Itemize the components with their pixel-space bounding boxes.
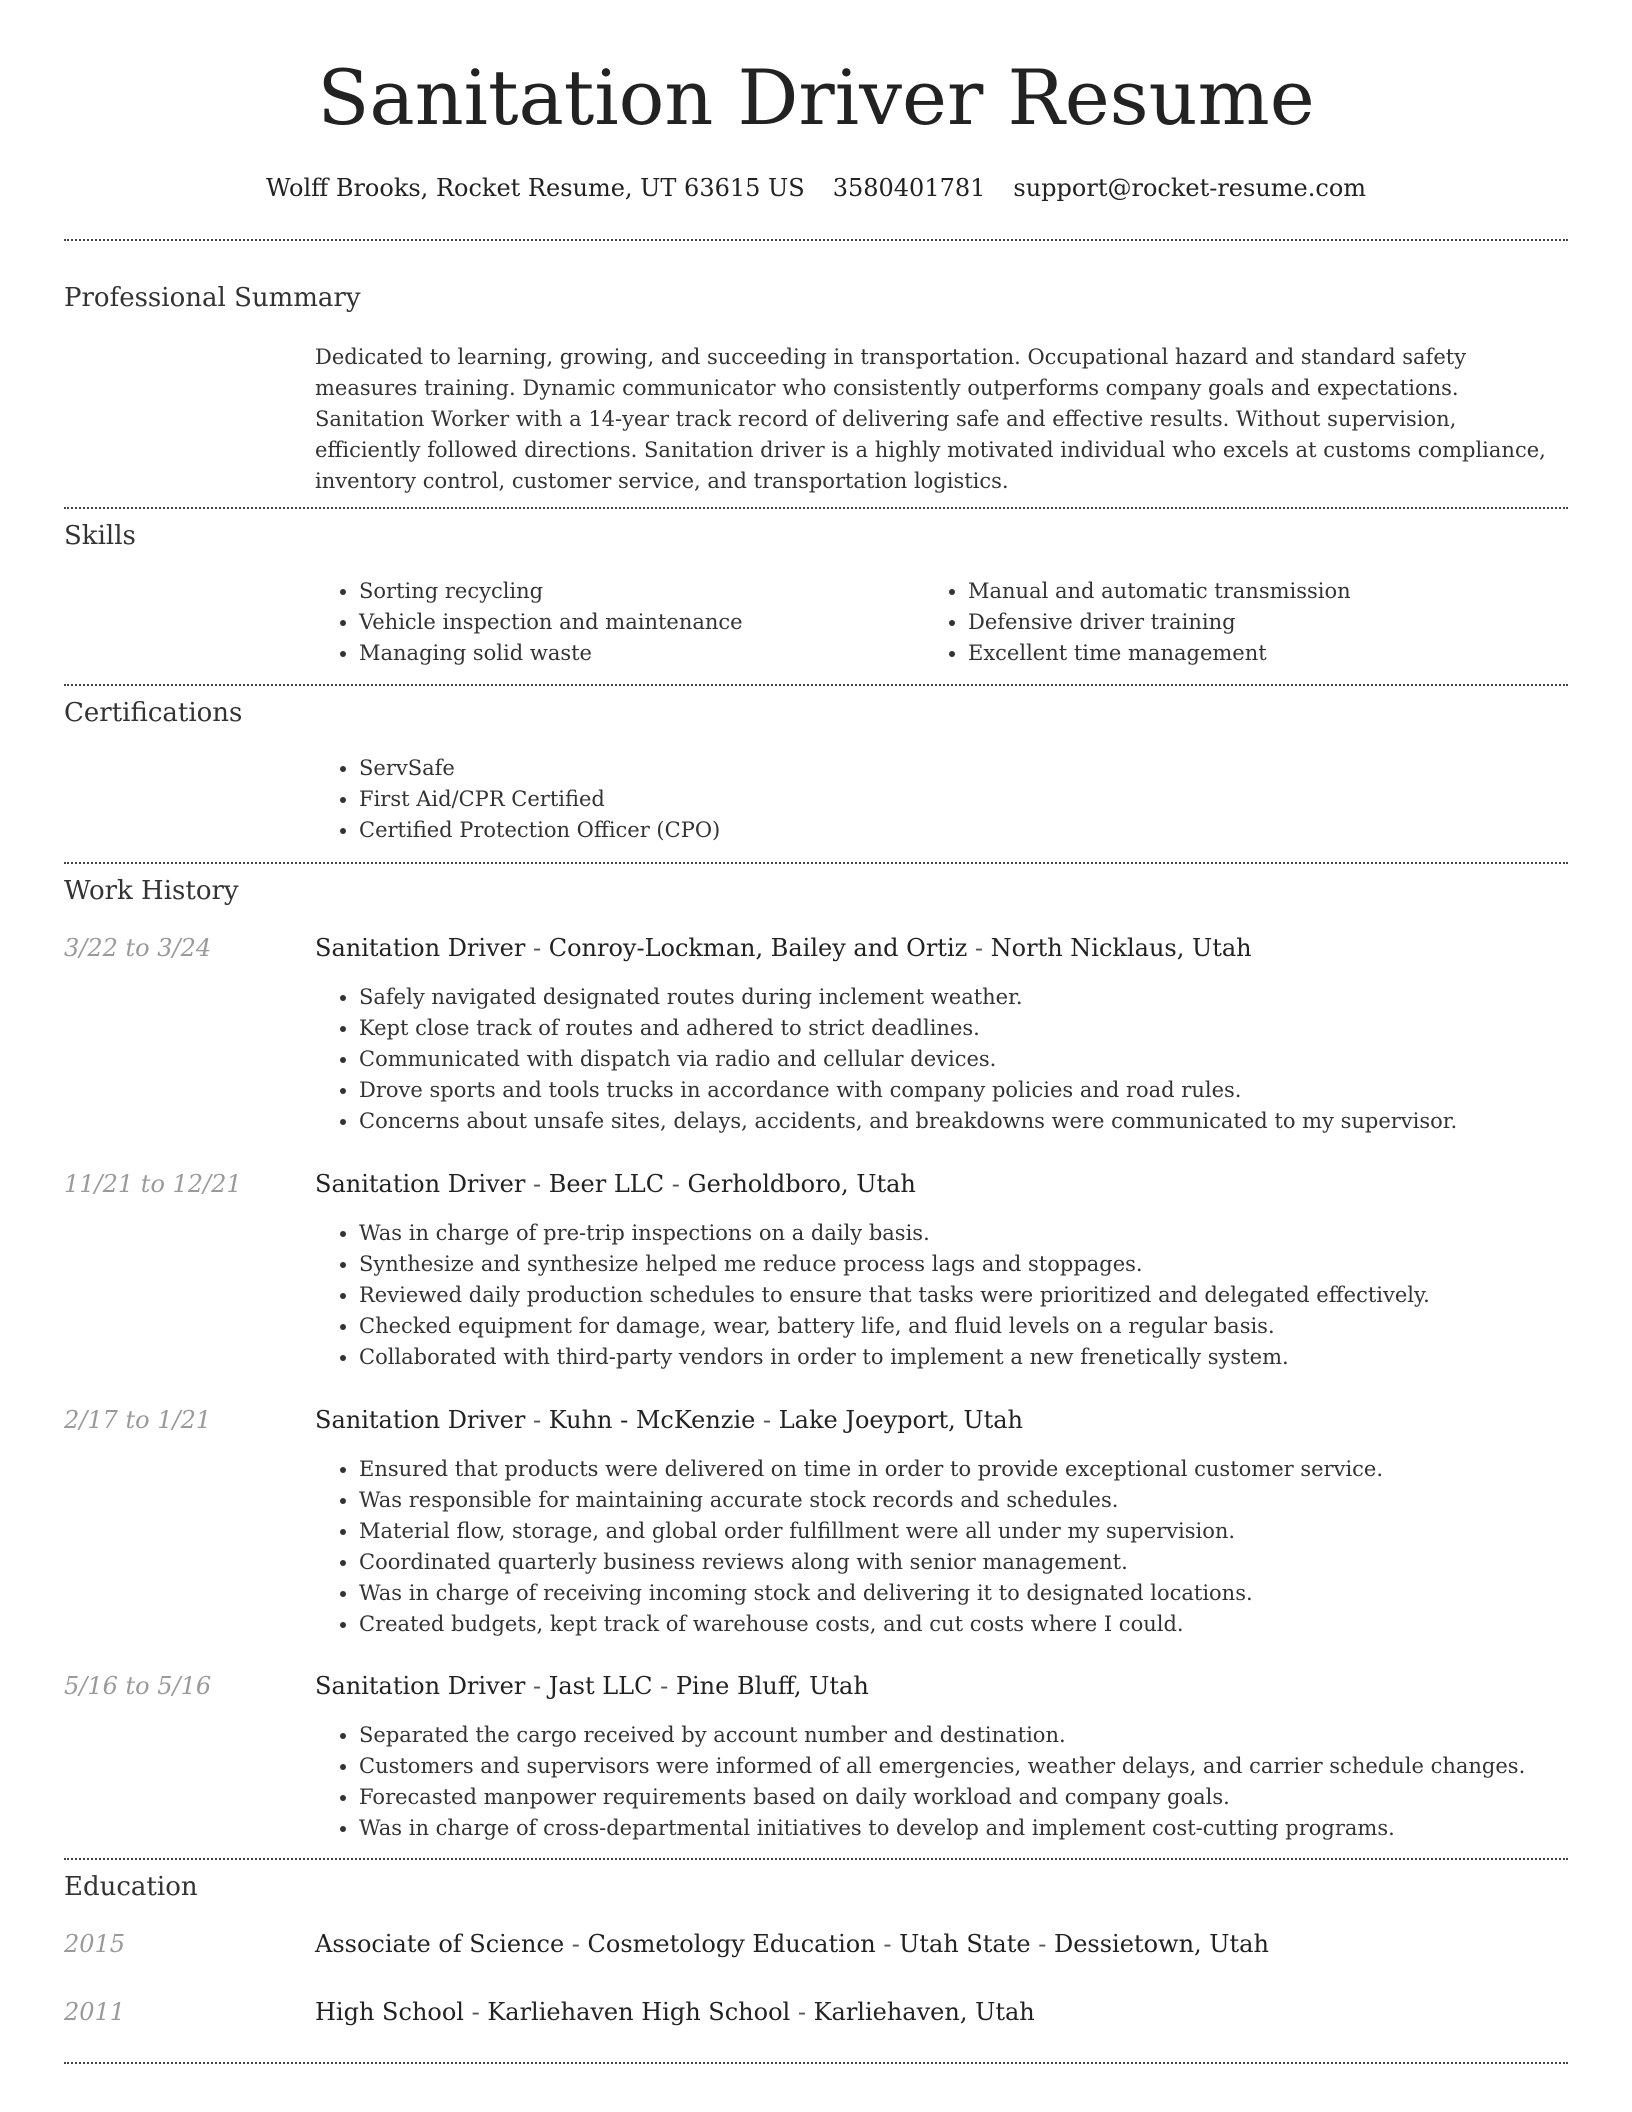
education-field: Cosmetology Education: [587, 1930, 876, 1958]
separator: -: [463, 1998, 488, 2026]
job-bullet: • Customers and supervisors were informed of all emergencies, weather delays, and carrier schedule changes.: [359, 1751, 1609, 1782]
job-company: Kuhn - McKenzie: [548, 1406, 756, 1434]
job-heading: [315, 1402, 1023, 1438]
section-heading-certifications: Certifications: [64, 698, 243, 728]
separator: -: [967, 934, 991, 962]
education-location: Karliehaven, Utah: [813, 1998, 1035, 2026]
job-location: North Nicklaus, Utah: [990, 934, 1252, 962]
certification-item: • ServSafe: [359, 753, 1559, 784]
job-bullet: • Checked equipment for damage, wear, battery life, and fluid levels on a regular basis.: [359, 1311, 1609, 1342]
skills-list-right: [924, 576, 1568, 669]
job-company: Jast LLC: [548, 1672, 653, 1700]
divider: [64, 684, 1568, 686]
job-heading: [315, 930, 1252, 966]
job-dates: 3/22 to 3/24: [64, 934, 212, 962]
contact-address: Wolff Brooks, Rocket Resume, UT 63615 US: [265, 174, 805, 202]
job-bullet: • Synthesize and synthesize helped me reduce process lags and stoppages.: [359, 1249, 1609, 1280]
job-heading: [315, 1166, 916, 1202]
education-year: 2015: [64, 1930, 126, 1958]
job-title: Sanitation Driver: [315, 1170, 526, 1198]
education-school: Utah State: [899, 1930, 1031, 1958]
resume-title: Sanitation Driver Resume: [317, 53, 1315, 142]
job-bullets: [315, 1218, 1609, 1373]
job-bullets: [315, 982, 1609, 1137]
education-location: Dessietown, Utah: [1053, 1930, 1269, 1958]
separator: -: [652, 1672, 676, 1700]
divider: [64, 2062, 1568, 2064]
job-title: Sanitation Driver: [315, 1406, 526, 1434]
skill-item: • Managing solid waste: [359, 638, 919, 669]
divider: [64, 239, 1568, 241]
education-degree: Associate of Science: [315, 1930, 565, 1958]
job-bullet: • Collaborated with third-party vendors in order to implement a new frenetically system.: [359, 1342, 1609, 1373]
education-heading: [315, 1994, 1035, 2030]
job-bullet: • Kept close track of routes and adhered to strict deadlines.: [359, 1013, 1609, 1044]
job-bullet: • Forecasted manpower requirements based on daily workload and company goals.: [359, 1782, 1609, 1813]
job-company: Beer LLC: [548, 1170, 665, 1198]
job-title: Sanitation Driver: [315, 934, 526, 962]
certifications-list: [315, 753, 1559, 846]
divider: [64, 507, 1568, 509]
separator: -: [790, 1998, 814, 2026]
separator: -: [525, 1406, 549, 1434]
separator: -: [1030, 1930, 1054, 1958]
contact-line: [0, 170, 1632, 206]
job-bullet: • Ensured that products were delivered on time in order to provide exceptional customer service.: [359, 1454, 1609, 1485]
section-heading-summary: Professional Summary: [64, 283, 361, 313]
divider: [64, 862, 1568, 864]
job-bullet: • Was in charge of pre-trip inspections on a daily basis.: [359, 1218, 1609, 1249]
job-title: Sanitation Driver: [315, 1672, 526, 1700]
job-bullet: • Created budgets, kept track of warehouse costs, and cut costs where I could.: [359, 1609, 1609, 1640]
job-location: Lake Joeyport, Utah: [778, 1406, 1023, 1434]
separator: -: [755, 1406, 779, 1434]
divider: [64, 1858, 1568, 1860]
job-bullet: • Separated the cargo received by account number and destination.: [359, 1720, 1609, 1751]
job-bullets: [315, 1720, 1609, 1844]
job-bullet: • Material flow, storage, and global order fulfillment were all under my supervision.: [359, 1516, 1609, 1547]
job-bullet: • Safely navigated designated routes during inclement weather.: [359, 982, 1609, 1013]
job-location: Gerholdboro, Utah: [687, 1170, 916, 1198]
separator: -: [525, 1672, 549, 1700]
contact-email[interactable]: support@rocket-resume.com: [1013, 174, 1367, 202]
job-dates: 5/16 to 5/16: [64, 1672, 212, 1700]
separator: -: [525, 1170, 549, 1198]
job-bullet: • Reviewed daily production schedules to ensure that tasks were prioritized and delegated effectively.: [359, 1280, 1609, 1311]
certification-item: • Certified Protection Officer (CPO): [359, 815, 1559, 846]
job-dates: 11/21 to 12/21: [64, 1170, 242, 1198]
skill-item: • Defensive driver training: [968, 607, 1568, 638]
job-bullet: • Was in charge of cross-departmental initiatives to develop and implement cost-cutting programs.: [359, 1813, 1609, 1844]
job-bullet: • Was in charge of receiving incoming stock and delivering it to designated locations.: [359, 1578, 1609, 1609]
job-company: Conroy-Lockman, Bailey and Ortiz: [548, 934, 968, 962]
job-heading: [315, 1668, 869, 1704]
summary-text: Dedicated to learning, growing, and succeeding in transportation. Occupational hazard and standard safety measures training. Dynamic communicator who consistently outperforms company goals and expectations. Sanitation Worker with a 14-year track record of delivering safe and effective results. Without supervision, efficiently followed directions. Sanitation driver is a highly motivated individual who excels at customs compliance, inventory control, customer service, and transportation logistics.: [315, 345, 1546, 493]
education-heading: [315, 1926, 1269, 1962]
separator: -: [664, 1170, 688, 1198]
separator: -: [525, 934, 549, 962]
skill-item: • Sorting recycling: [359, 576, 919, 607]
job-bullet: • Was responsible for maintaining accurate stock records and schedules.: [359, 1485, 1609, 1516]
certification-item: • First Aid/CPR Certified: [359, 784, 1559, 815]
education-degree: High School: [315, 1998, 464, 2026]
job-dates: 2/17 to 1/21: [64, 1406, 212, 1434]
skill-item: • Excellent time management: [968, 638, 1568, 669]
job-bullet: • Coordinated quarterly business reviews along with senior management.: [359, 1547, 1609, 1578]
skill-item: • Manual and automatic transmission: [968, 576, 1568, 607]
separator: -: [875, 1930, 900, 1958]
skills-list-left: [315, 576, 919, 669]
job-bullet: • Communicated with dispatch via radio and cellular devices.: [359, 1044, 1609, 1075]
education-school: Karliehaven High School: [487, 1998, 791, 2026]
job-bullet: • Concerns about unsafe sites, delays, accidents, and breakdowns were communicated to my supervisor.: [359, 1106, 1609, 1137]
section-heading-education: Education: [64, 1872, 198, 1902]
section-heading-work: Work History: [64, 876, 239, 906]
job-bullet: • Drove sports and tools trucks in accordance with company policies and road rules.: [359, 1075, 1609, 1106]
skill-item: • Vehicle inspection and maintenance: [359, 607, 919, 638]
education-year: 2011: [64, 1998, 126, 2026]
job-bullets: [315, 1454, 1609, 1640]
contact-phone: 3580401781: [832, 174, 986, 202]
separator: -: [564, 1930, 588, 1958]
job-location: Pine Bluff, Utah: [675, 1672, 869, 1700]
section-heading-skills: Skills: [64, 521, 136, 551]
